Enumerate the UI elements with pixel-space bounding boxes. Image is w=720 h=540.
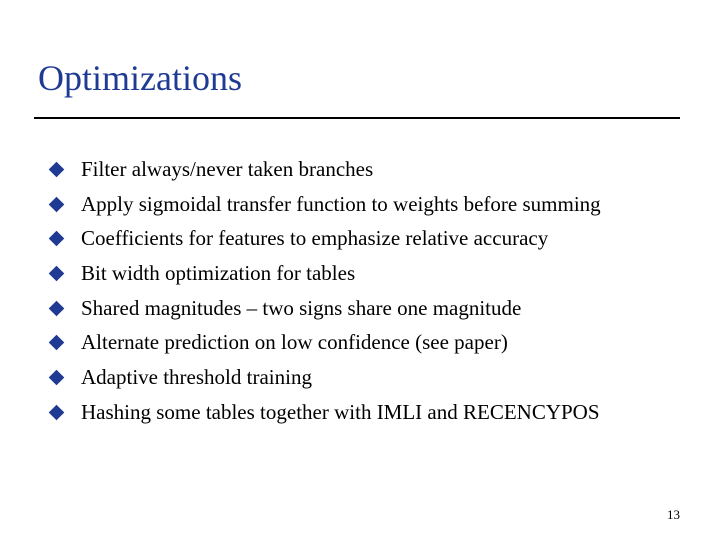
diamond-bullet-icon <box>49 335 65 351</box>
diamond-bullet-icon <box>49 404 65 420</box>
bullet-text: Apply sigmoidal transfer function to weights before summing <box>81 191 601 216</box>
bullet-text: Alternate prediction on low confidence (see paper) <box>81 330 508 355</box>
diamond-bullet-icon <box>49 162 65 178</box>
bullet-list <box>48 152 601 430</box>
diamond-bullet-icon <box>49 300 65 316</box>
diamond-bullet-icon <box>49 196 65 212</box>
diamond-bullet-icon <box>49 370 65 386</box>
slide-title: Optimizations <box>38 58 242 98</box>
bullet-item <box>48 187 601 222</box>
bullet-text: Filter always/never taken branches <box>81 156 374 181</box>
bullet-text: Bit width optimization for tables <box>81 260 356 285</box>
bullet-text: Adaptive threshold training <box>81 364 312 389</box>
bullet-item <box>48 256 601 291</box>
bullet-text: Hashing some tables together with IMLI and RECENCYPOS <box>81 399 600 424</box>
bullet-item <box>48 291 601 326</box>
bullet-item <box>48 360 601 395</box>
diamond-bullet-icon <box>49 266 65 282</box>
title-divider <box>34 117 680 119</box>
bullet-text: Shared magnitudes – two signs share one magnitude <box>81 295 522 320</box>
bullet-text: Coefficients for features to emphasize relative accuracy <box>81 226 549 251</box>
bullet-item <box>48 221 601 256</box>
bullet-item <box>48 325 601 360</box>
diamond-bullet-icon <box>49 231 65 247</box>
bullet-item <box>48 152 601 187</box>
page-number: 13 <box>667 507 680 522</box>
bullet-item <box>48 395 601 430</box>
